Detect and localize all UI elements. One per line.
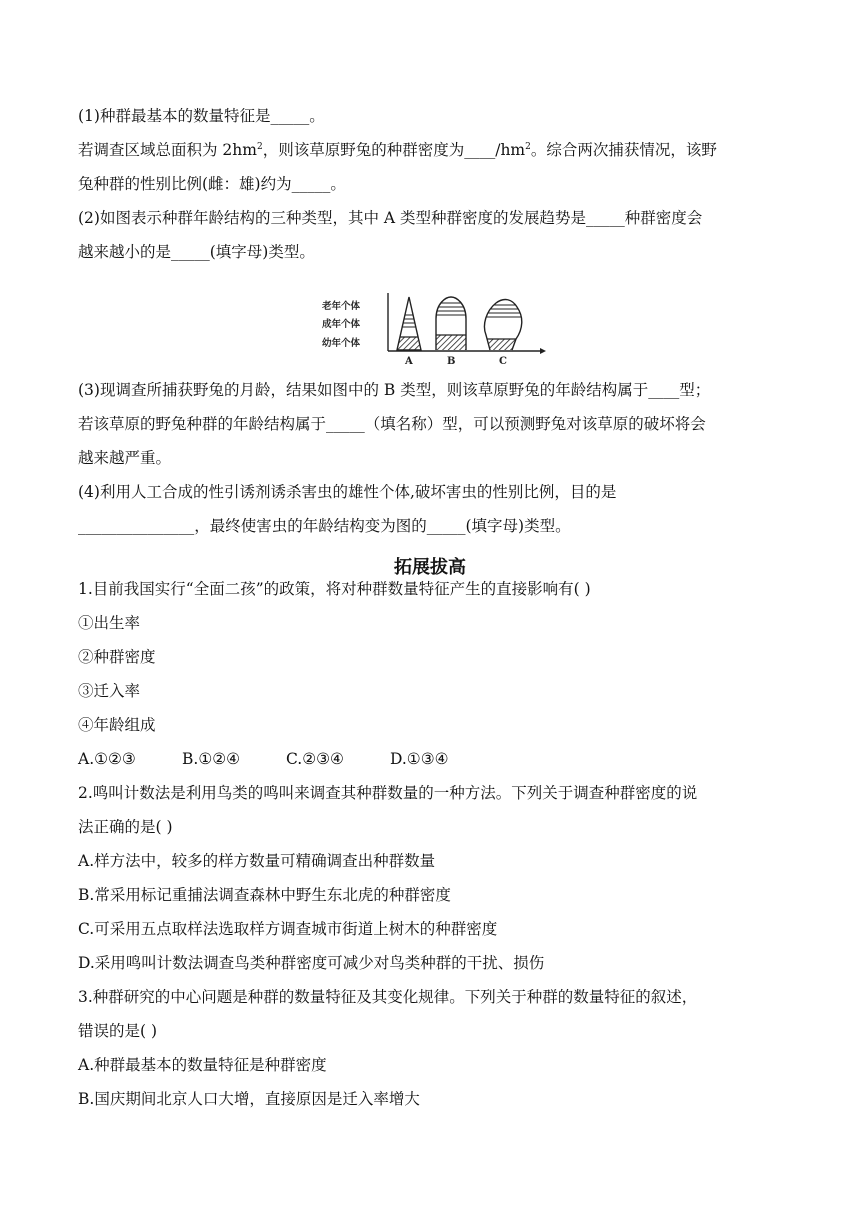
mc3-option-b: B.国庆期间北京人口大增，直接原因是迁入率增大 <box>78 1090 420 1108</box>
q1b-post: 。综合两次捕获情况，该野 <box>530 141 717 159</box>
mc1-option-d: D.①③④ <box>390 750 449 768</box>
mc1-option-c: C.②③④ <box>286 750 344 768</box>
mc2-option-a: A.样方法中，较多的样方数量可精确调查出种群数量 <box>78 852 436 870</box>
type-label-b: B <box>447 356 456 367</box>
label-adult: 成年个体 <box>322 319 361 330</box>
q3a-line: (3)现调查所捕获野兔的月龄，结果如图中的 B 类型，则该草原野兔的年龄结构属于____型； <box>78 381 711 399</box>
q4a-line: (4)利用人工合成的性引诱剂诱杀害虫的雄性个体,破坏害虫的性别比例，目的是 <box>78 483 617 501</box>
q1b-sup1: 2 <box>256 141 263 152</box>
label-young: 幼年个体 <box>322 338 361 349</box>
x-axis-arrow <box>540 348 546 354</box>
mc1-item-4: ④年龄组成 <box>78 716 156 734</box>
mc1-option-b: B.①②④ <box>182 750 241 768</box>
q2b-line: 越来越小的是_____(填字母)类型。 <box>78 243 315 261</box>
q1b-line <box>78 140 717 160</box>
q3b-line: 若该草原的野兔种群的年龄结构属于_____（填名称）型，可以预测野兔对该草原的破坏将会 <box>78 415 706 433</box>
mc1-stem: 1.目前我国实行“全面二孩”的政策，将对种群数量特征产生的直接影响有( ) <box>78 580 591 598</box>
mc2-stem-a: 2.鸣叫计数法是利用鸟类的鸣叫来调查其种群数量的一种方法。下列关于调查种群密度的说 <box>78 784 698 802</box>
q1b-pre: 若调查区域总面积为 2hm <box>78 141 257 159</box>
mc2-option-d: D.采用鸣叫计数法调查鸟类种群密度可减少对鸟类种群的干扰、损伤 <box>78 954 545 972</box>
q1-line: (1)种群最基本的数量特征是_____。 <box>78 107 325 125</box>
mc1-item-1: ①出生率 <box>78 614 141 632</box>
age-structure-figure <box>318 293 548 371</box>
type-label-a: A <box>405 356 413 367</box>
pyramid-a <box>388 297 428 351</box>
mc3-option-a: A.种群最基本的数量特征是种群密度 <box>78 1056 327 1074</box>
mc1-item-2: ②种群密度 <box>78 648 156 666</box>
type-label-c: C <box>499 356 507 367</box>
mc2-stem-b: 法正确的是( ) <box>78 818 173 836</box>
mc3-stem-b: 错误的是( ) <box>78 1022 158 1040</box>
mc1-item-3: ③迁入率 <box>78 682 141 700</box>
pyramid-b <box>433 297 469 351</box>
q3c-line: 越来越严重。 <box>78 449 172 467</box>
pyramid-c <box>478 300 528 351</box>
mc3-stem-a: 3.种群研究的中心问题是种群的数量特征及其变化规律。下列关于种群的数量特征的叙述， <box>78 988 698 1006</box>
mc1-options <box>78 749 449 769</box>
q1b-sup2: 2 <box>525 141 531 152</box>
mc2-option-b: B.常采用标记重捕法调查森林中野生东北虎的种群密度 <box>78 886 451 904</box>
age-structure-diagram <box>318 293 548 367</box>
mc2-option-c: C.可采用五点取样法选取样方调查城市街道上树木的种群密度 <box>78 920 498 938</box>
section-title: 拓展拔高 <box>394 557 466 578</box>
mc1-option-a: A.①②③ <box>78 750 136 768</box>
q1b-mid: ，则该草原野兔的种群密度为____/hm <box>262 141 526 159</box>
q2a-line: (2)如图表示种群年龄结构的三种类型，其中 A 类型种群密度的发展趋势是_____种群密度会 <box>78 209 703 227</box>
label-old: 老年个体 <box>322 301 361 312</box>
q4b-line: _______________，最终使害虫的年龄结构变为图的_____(填字母)类型。 <box>78 517 571 535</box>
q1c-line: 兔种群的性别比例(雌：雄)约为_____。 <box>78 175 346 193</box>
